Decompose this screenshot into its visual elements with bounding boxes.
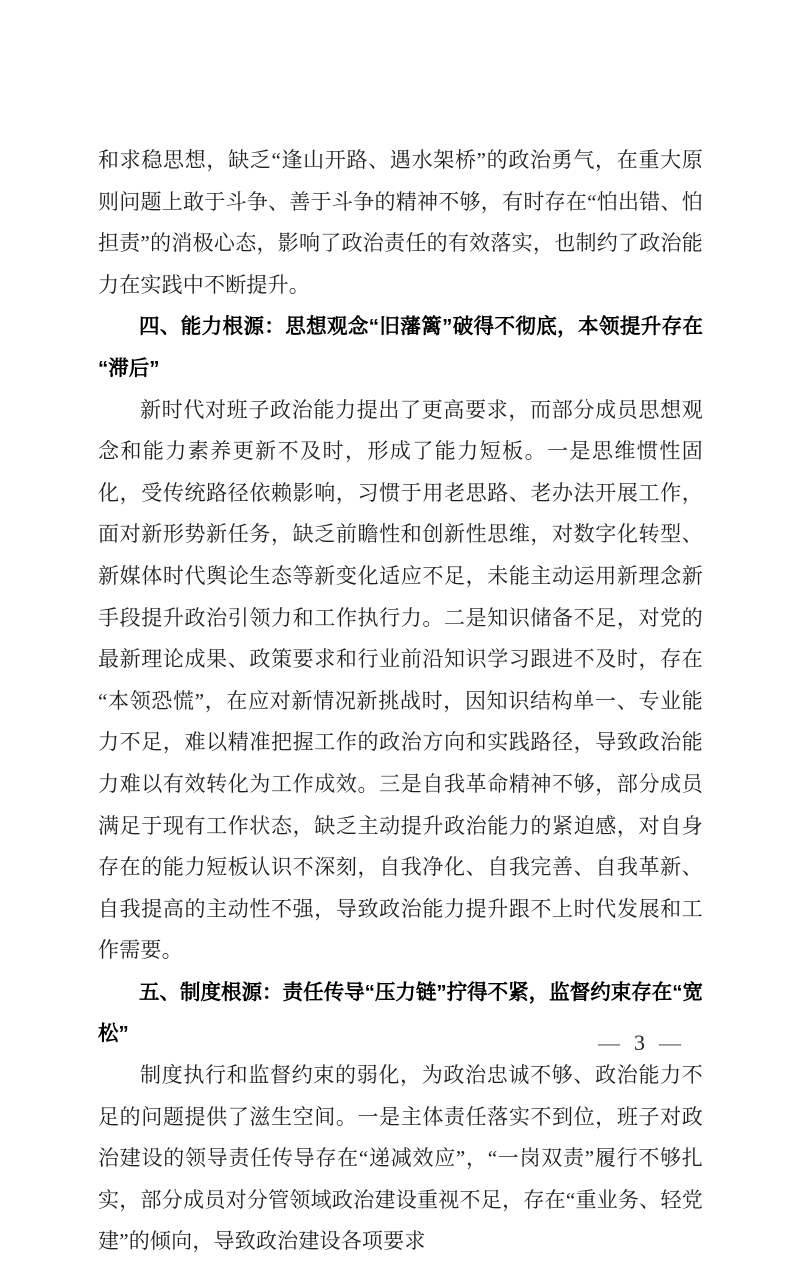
paragraph-continued-from-previous-page: 和求稳思想，缺乏“逢山开路、遇水架桥”的政治勇气，在重大原则问题上敢于斗争、善于斗争的精神不够，有时存在“怕出错、怕担责”的消极心态，影响了政治责任的有效落实，也制约了政治能力在实践中不断提升。 — [98, 148, 703, 297]
page-number-left-dash: — — [598, 1030, 620, 1055]
page-number: 3 — [634, 1030, 645, 1055]
document-body — [98, 140, 703, 1263]
paragraph-section-four-body: 新时代对班子政治能力提出了更高要求，而部分成员思想观念和能力素养更新不及时，形成了能力短板。一是思维惯性固化，受传统路径依赖影响，习惯于用老思路、老办法开展工作，面对新形势新任务，缺乏前瞻性和创新性思维，对数字化转型、新媒体时代舆论生态等新变化适应不足，未能主动运用新理念新手段提升政治引领力和工作执行力。二是知识储备不足，对党的最新理论成果、政策要求和行业前沿知识学习跟进不及时，存在“本领恐慌”，在应对新情况新挑战时，因知识结构单一、专业能力不足，难以精准把握工作的政治方向和实践路径，导致政治能力难以有效转化为工作成效。三是自我革命精神不够，部分成员满足于现有工作状态，缺乏主动提升政治能力的紧迫感，对自身存在的能力短板认识不深刻，自我净化、自我完善、自我革新、自我提高的主动性不强，导致政治能力提升跟不上时代发展和工作需要。 — [98, 397, 703, 963]
paragraph-section-five-body: 制度执行和监督约束的弱化，为政治忠诚不够、政治能力不足的问题提供了滋生空间。一是主体责任落实不到位，班子对政治建设的领导责任传导存在“递减效应”，“一岗双责”履行不够扎实，部分成员对分管领域政治建设重视不足，存在“重业务、轻党建”的倾向，导致政治建设各项要求 — [98, 1063, 703, 1254]
page-number-footer — [598, 1028, 681, 1058]
page-number-right-dash: — — [659, 1030, 681, 1055]
section-heading-five-system-root: 五、制度根源：责任传导“压力链”拧得不紧，监督约束存在“宽松” — [98, 980, 703, 1046]
section-heading-four-ability-root: 四、能力根源：思想观念“旧藩篱”破得不彻底，本领提升存在“滞后” — [98, 315, 703, 380]
